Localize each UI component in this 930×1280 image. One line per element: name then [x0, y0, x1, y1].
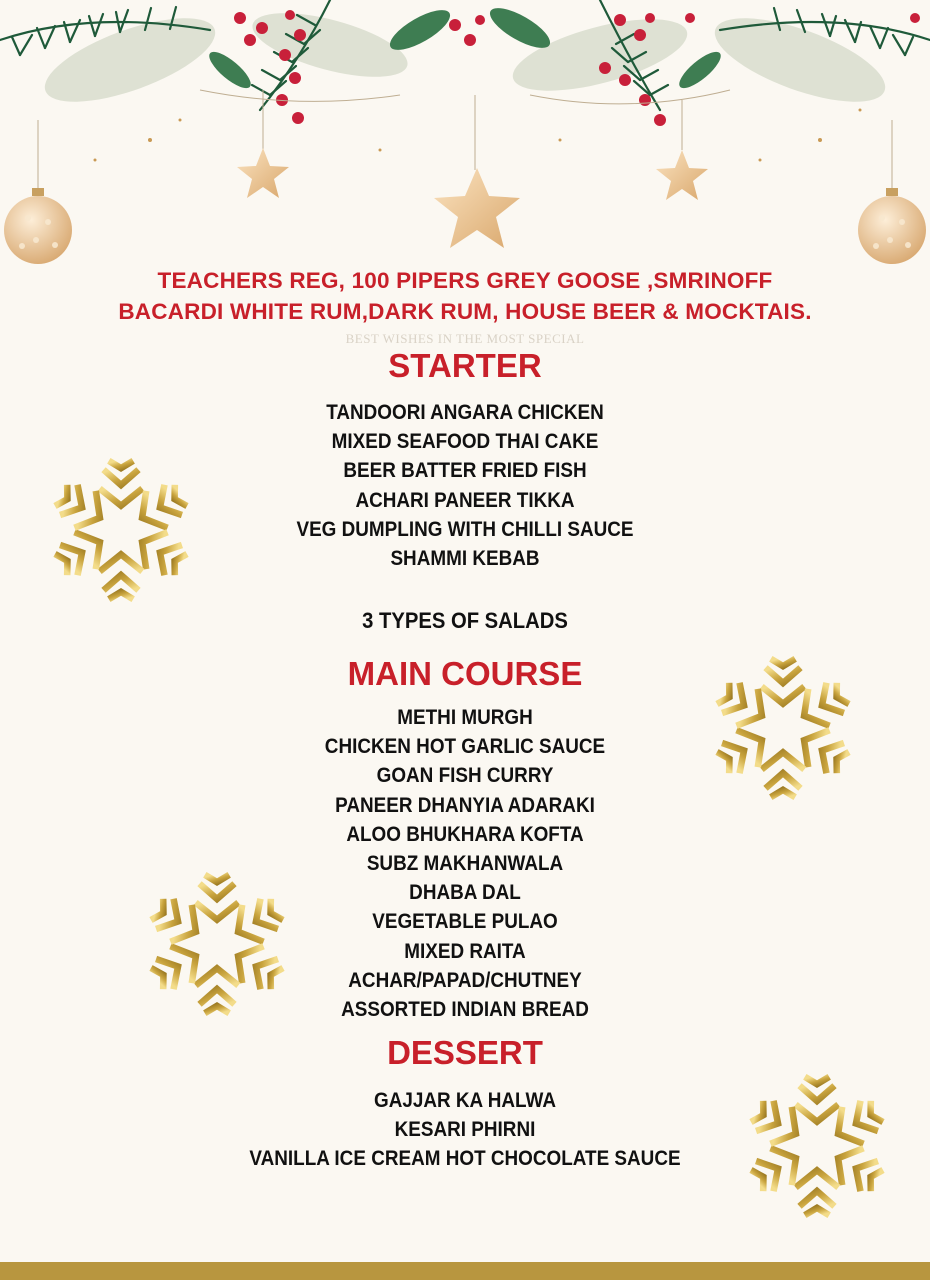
drinks-line-2: BACARDI WHITE RUM,DARK RUM, HOUSE BEER & MOCKTAIS.: [118, 299, 812, 324]
faint-background-text: BEST WISHES IN THE MOST SPECIAL: [345, 331, 585, 346]
list-item: GOAN FISH CURRY: [376, 764, 554, 788]
list-item: SHAMMI KEBAB: [390, 547, 540, 571]
dessert-list: [47, 1086, 884, 1174]
salads-line: 3 TYPES OF SALADS: [362, 608, 568, 633]
list-item: SUBZ MAKHANWALA: [366, 852, 564, 876]
list-item: ALOO BHUKHARA KOFTA: [346, 822, 584, 846]
list-item: ACHARI PANEER TIKKA: [355, 488, 575, 512]
list-item: VEGETABLE PULAO: [372, 910, 558, 934]
list-item: VEG DUMPLING WITH CHILLI SAUCE: [296, 517, 634, 541]
starter-list: [47, 398, 884, 573]
list-item: MIXED RAITA: [404, 939, 526, 963]
drinks-section: [0, 265, 930, 327]
main-course-heading: MAIN COURSE: [347, 655, 583, 692]
list-item: VANILLA ICE CREAM HOT CHOCOLATE SAUCE: [249, 1147, 681, 1171]
list-item: BEER BATTER FRIED FISH: [343, 459, 587, 483]
dessert-heading: DESSERT: [387, 1034, 543, 1071]
christmas-garland-decoration: [0, 0, 930, 280]
list-item: PANEER DHANYIA ADARAKI: [335, 793, 595, 817]
starter-heading: STARTER: [388, 347, 542, 384]
bottom-gold-bar: [0, 1262, 930, 1280]
list-item: METHI MURGH: [397, 706, 533, 729]
list-item: MIXED SEAFOOD THAI CAKE: [331, 430, 599, 454]
list-item: GAJJAR KA HALWA: [373, 1089, 557, 1112]
list-item: CHICKEN HOT GARLIC SAUCE: [324, 735, 606, 759]
list-item: KESARI PHIRNI: [394, 1118, 536, 1142]
drinks-line-1: TEACHERS REG, 100 PIPERS GREY GOOSE ,SMRINOFF: [157, 268, 773, 293]
main-course-list: [47, 703, 884, 1024]
list-item: ACHAR/PAPAD/CHUTNEY: [348, 968, 582, 992]
list-item: ASSORTED INDIAN BREAD: [341, 998, 589, 1022]
list-item: TANDOORI ANGARA CHICKEN: [326, 401, 604, 424]
list-item: DHABA DAL: [409, 881, 521, 905]
